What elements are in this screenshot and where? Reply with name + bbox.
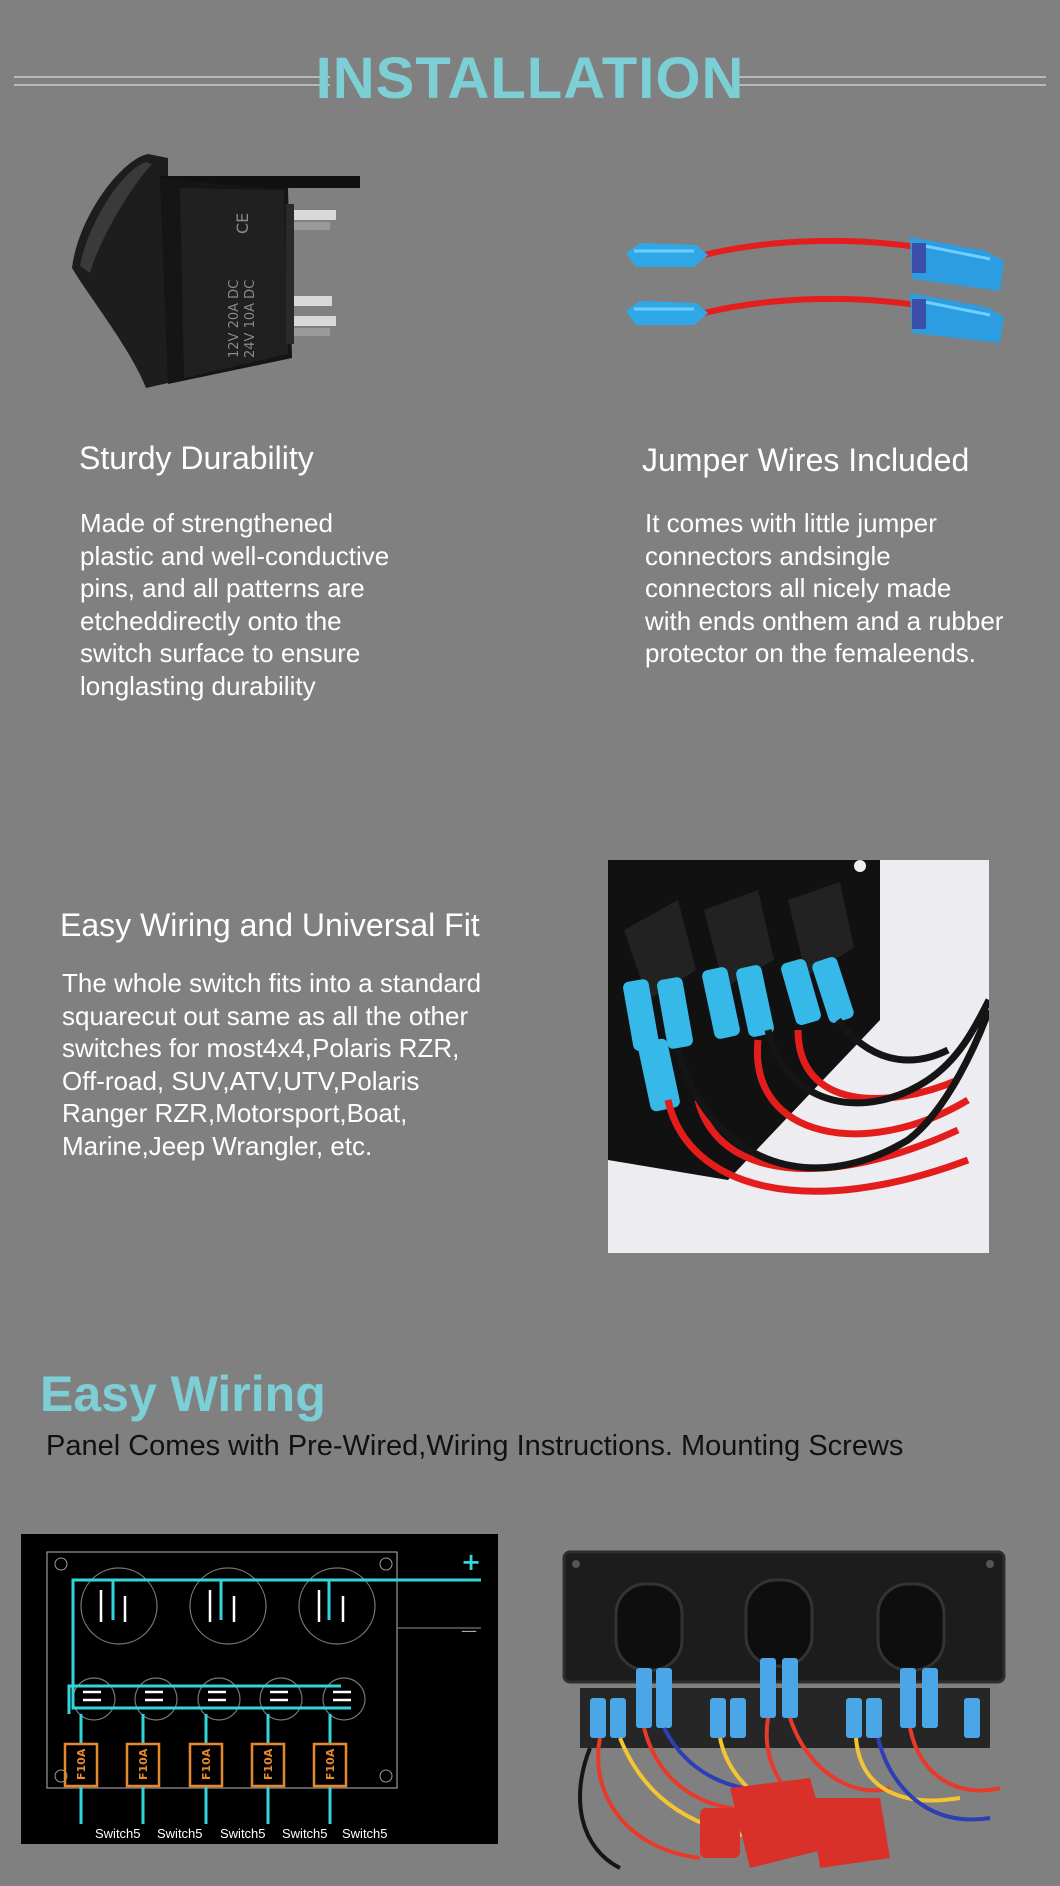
feature-title-universal: Easy Wiring and Universal Fit: [60, 907, 480, 943]
desc-line: connectors andsingle: [645, 540, 891, 571]
desc-line: plastic and well-conductive: [80, 540, 390, 571]
desc-line: Off-road, SUV,ATV,UTV,Polaris: [62, 1065, 420, 1096]
switch-engraving: [227, 280, 258, 358]
desc-line: longlasting durability: [80, 670, 316, 701]
desc-line: protector on the femaleends.: [645, 638, 976, 669]
feature-title-sturdy: Sturdy Durability: [79, 440, 314, 476]
easy-wiring-subtitle: Panel Comes with Pre-Wired,Wiring Instructions. Mounting Screws: [46, 1430, 904, 1462]
fuse-label: F10A: [200, 1748, 213, 1780]
desc-line: squarecut out same as all the other: [62, 1000, 469, 1031]
fuse-label: F10A: [137, 1748, 150, 1780]
desc-line: The whole switch fits into a standard: [62, 968, 482, 998]
desc-line: etcheddirectly onto the: [80, 605, 342, 636]
desc-line: switch surface to ensure: [80, 638, 361, 669]
minus-terminal-label: —: [461, 1621, 477, 1640]
rocker-switch-image: [60, 148, 360, 393]
page-title: INSTALLATION: [315, 46, 745, 111]
switch-label: Switch5: [342, 1826, 388, 1841]
easy-wiring-title: Easy Wiring: [40, 1366, 326, 1422]
ce-mark: CE: [233, 212, 252, 234]
desc-line: Made of strengthened: [80, 508, 333, 538]
fuse-label: F10A: [262, 1748, 275, 1780]
switch-label: Switch5: [95, 1826, 141, 1841]
switch-engraving-line1: 12V 20A DC: [227, 279, 242, 358]
desc-line: with ends onthem and a rubber: [645, 605, 1004, 636]
fuse-label: F10A: [324, 1748, 337, 1780]
switch-label: Switch5: [282, 1826, 328, 1841]
fuse-label: F10A: [75, 1748, 88, 1780]
panel-back-photo: [560, 1548, 1010, 1883]
feature-desc-jumper: [645, 507, 1003, 670]
desc-line: switches for most4x4,Polaris RZR,: [62, 1033, 460, 1064]
switch-label: Switch5: [220, 1826, 266, 1841]
desc-line: Marine,Jeep Wrangler, etc.: [62, 1130, 373, 1161]
wiring-diagram: [21, 1534, 498, 1844]
wiring-diagram-svg: [21, 1534, 498, 1844]
desc-line: connectors all nicely made: [645, 573, 952, 604]
feature-desc-universal: [62, 967, 481, 1163]
feature-desc-sturdy: [80, 507, 389, 703]
switch-engraving-line2: 24V 10A DC: [243, 279, 258, 358]
wired-switches-photo: [608, 860, 989, 1253]
desc-line: It comes with little jumper: [645, 508, 937, 538]
desc-line: pins, and all patterns are: [80, 573, 365, 604]
switch-label: Switch5: [157, 1826, 203, 1841]
plus-terminal-label: +: [461, 1548, 482, 1576]
feature-title-jumper: Jumper Wires Included: [642, 442, 970, 478]
desc-line: Ranger RZR,Motorsport,Boat,: [62, 1098, 408, 1129]
jumper-wires-image: [620, 225, 1010, 350]
